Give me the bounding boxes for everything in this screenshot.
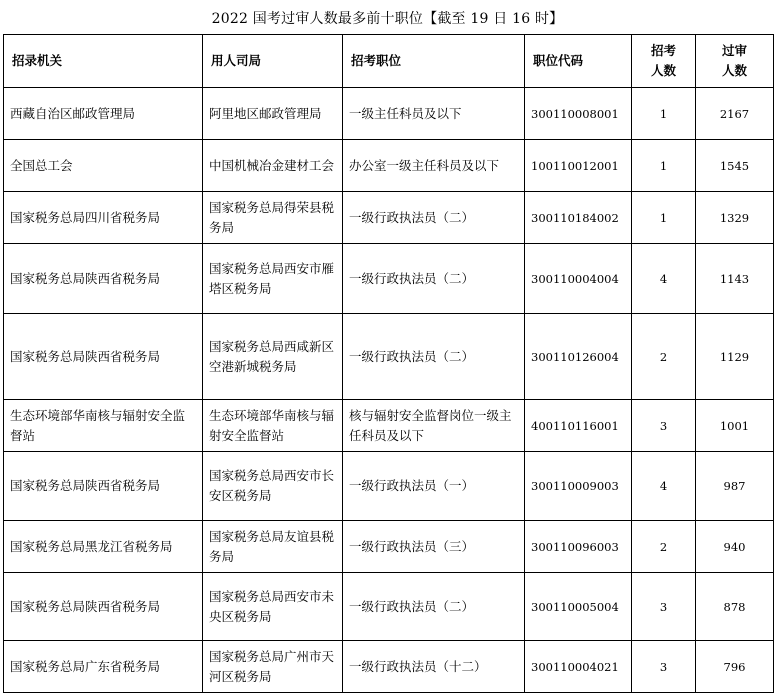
cell-agency: 生态环境部华南核与辐射安全监督站 — [4, 400, 203, 452]
page-title: 2022 国考过审人数最多前十职位【截至 19 日 16 时】 — [211, 11, 564, 27]
cell-passed-count: 1001 — [696, 400, 774, 452]
column-header-agency: 招录机关 — [4, 35, 203, 88]
cell-agency: 国家税务总局广东省税务局 — [4, 641, 203, 693]
cell-recruit-count: 4 — [632, 452, 696, 521]
table-row — [4, 244, 774, 314]
cell-code: 300110004021 — [525, 641, 632, 693]
positions-table — [3, 34, 774, 693]
cell-recruit-count: 1 — [632, 140, 696, 192]
cell-passed-count: 1545 — [696, 140, 774, 192]
table-row — [4, 521, 774, 573]
cell-recruit-count: 3 — [632, 573, 696, 641]
cell-position: 办公室一级主任科员及以下 — [343, 140, 525, 192]
cell-passed-count: 940 — [696, 521, 774, 573]
cell-agency: 西藏自治区邮政管理局 — [4, 88, 203, 140]
cell-code: 400110116001 — [525, 400, 632, 452]
cell-department: 国家税务总局西咸新区空港新城税务局 — [203, 314, 343, 400]
cell-agency: 国家税务总局陕西省税务局 — [4, 314, 203, 400]
cell-department: 阿里地区邮政管理局 — [203, 88, 343, 140]
cell-passed-count: 878 — [696, 573, 774, 641]
cell-passed-count: 1129 — [696, 314, 774, 400]
column-header-recruit-line2: 人数 — [650, 63, 676, 78]
table-row — [4, 641, 774, 693]
cell-agency: 国家税务总局陕西省税务局 — [4, 452, 203, 521]
cell-position: 一级行政执法员（三） — [343, 521, 525, 573]
cell-department: 国家税务总局西安市长安区税务局 — [203, 452, 343, 521]
cell-position: 核与辐射安全监督岗位一级主任科员及以下 — [343, 400, 525, 452]
cell-department: 国家税务总局得荣县税务局 — [203, 192, 343, 244]
table-row — [4, 192, 774, 244]
cell-department: 国家税务总局西安市未央区税务局 — [203, 573, 343, 641]
cell-passed-count: 2167 — [696, 88, 774, 140]
cell-code: 300110005004 — [525, 573, 632, 641]
column-header-passed-line1: 过审 — [721, 43, 747, 58]
table-row — [4, 452, 774, 521]
table-row — [4, 140, 774, 192]
cell-recruit-count: 1 — [632, 192, 696, 244]
cell-position: 一级行政执法员（二） — [343, 573, 525, 641]
table-row — [4, 400, 774, 452]
cell-position: 一级主任科员及以下 — [343, 88, 525, 140]
cell-position: 一级行政执法员（二） — [343, 192, 525, 244]
cell-passed-count: 987 — [696, 452, 774, 521]
cell-recruit-count: 4 — [632, 244, 696, 314]
column-header-position: 招考职位 — [343, 35, 525, 88]
cell-position: 一级行政执法员（十二） — [343, 641, 525, 693]
column-header-passed-line2: 人数 — [721, 63, 747, 78]
cell-recruit-count: 1 — [632, 88, 696, 140]
column-header-department: 用人司局 — [203, 35, 343, 88]
cell-recruit-count: 3 — [632, 400, 696, 452]
cell-position: 一级行政执法员（二） — [343, 244, 525, 314]
table-row — [4, 314, 774, 400]
cell-agency: 国家税务总局黑龙江省税务局 — [4, 521, 203, 573]
cell-code: 300110004004 — [525, 244, 632, 314]
table-row — [4, 573, 774, 641]
cell-agency: 国家税务总局陕西省税务局 — [4, 244, 203, 314]
cell-department: 国家税务总局友谊县税务局 — [203, 521, 343, 573]
cell-position: 一级行政执法员（一） — [343, 452, 525, 521]
column-header-code: 职位代码 — [525, 35, 632, 88]
cell-position: 一级行政执法员（二） — [343, 314, 525, 400]
column-header-recruit-line1: 招考 — [650, 43, 676, 58]
cell-department: 生态环境部华南核与辐射安全监督站 — [203, 400, 343, 452]
cell-code: 100110012001 — [525, 140, 632, 192]
cell-agency: 全国总工会 — [4, 140, 203, 192]
cell-recruit-count: 2 — [632, 314, 696, 400]
cell-code: 300110126004 — [525, 314, 632, 400]
cell-code: 300110184002 — [525, 192, 632, 244]
cell-passed-count: 1143 — [696, 244, 774, 314]
column-header-passed-count — [696, 35, 774, 88]
column-header-recruit-count — [632, 35, 696, 88]
cell-passed-count: 1329 — [696, 192, 774, 244]
cell-code: 300110008001 — [525, 88, 632, 140]
cell-recruit-count: 3 — [632, 641, 696, 693]
cell-department: 国家税务总局西安市雁塔区税务局 — [203, 244, 343, 314]
cell-recruit-count: 2 — [632, 521, 696, 573]
cell-agency: 国家税务总局四川省税务局 — [4, 192, 203, 244]
cell-code: 300110096003 — [525, 521, 632, 573]
table-row — [4, 88, 774, 140]
cell-department: 中国机械冶金建材工会 — [203, 140, 343, 192]
table-header-row — [4, 35, 774, 88]
cell-agency: 国家税务总局陕西省税务局 — [4, 573, 203, 641]
cell-passed-count: 796 — [696, 641, 774, 693]
cell-department: 国家税务总局广州市天河区税务局 — [203, 641, 343, 693]
cell-code: 300110009003 — [525, 452, 632, 521]
